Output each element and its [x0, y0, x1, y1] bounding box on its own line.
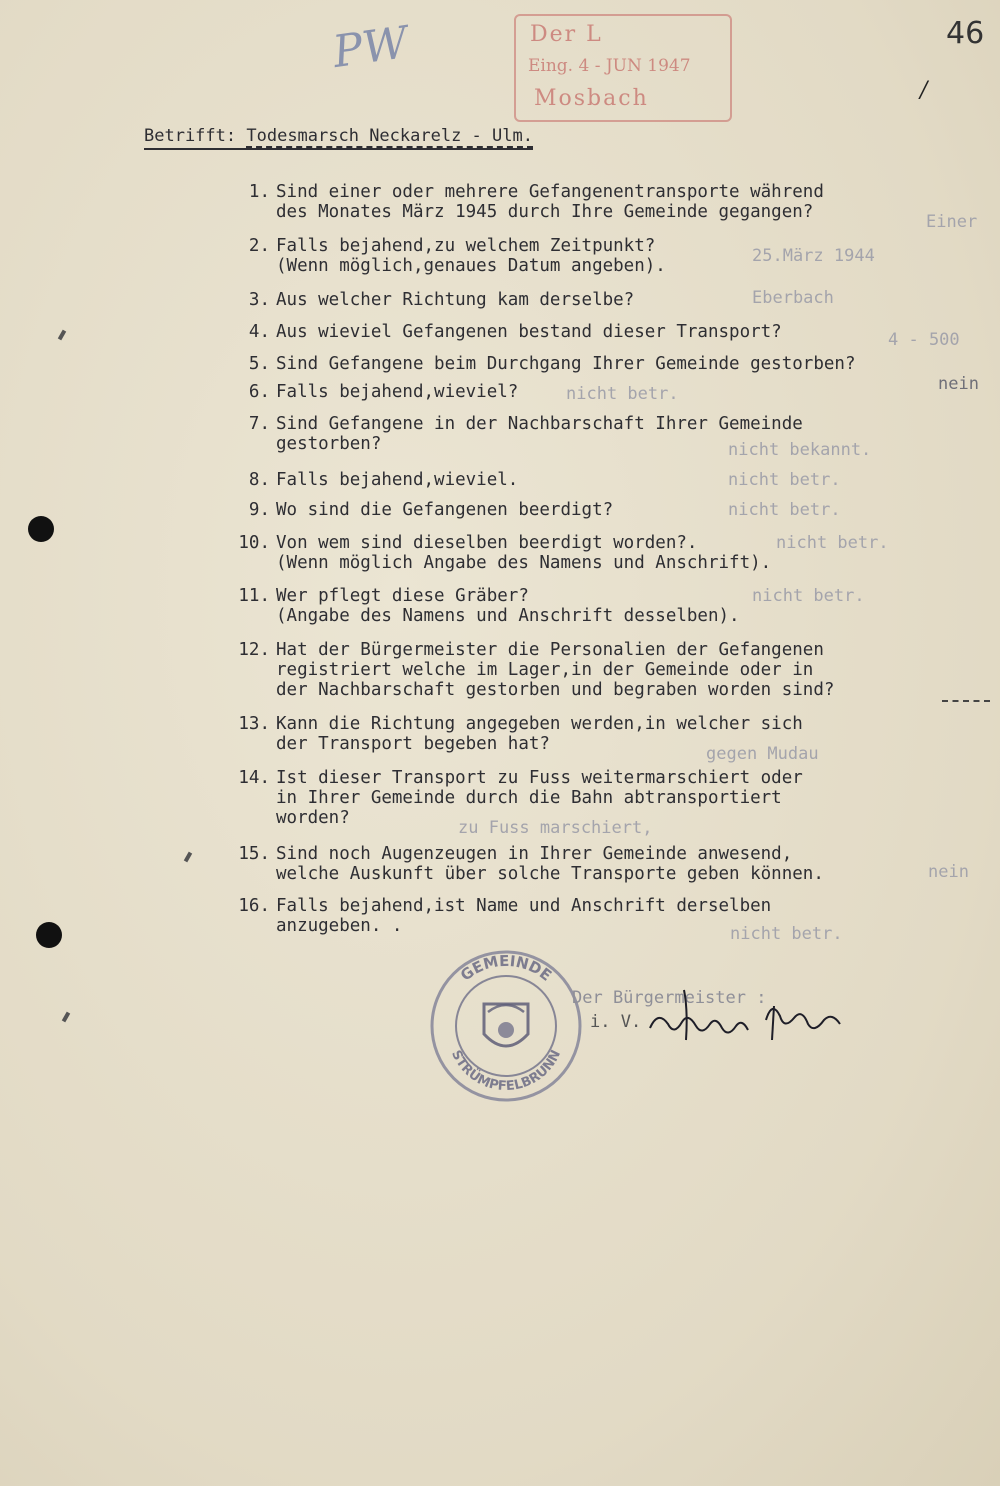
question-number: 10.	[238, 533, 270, 553]
question-text: Sind Gefangene in der Nachbarschaft Ihrer Gemeinde gestorben?	[276, 414, 803, 454]
question-7	[220, 414, 803, 454]
signature-label: Der Bürgermeister :	[572, 988, 767, 1008]
answer-5: nein	[938, 374, 979, 394]
signature-prefix: i. V.	[590, 1012, 642, 1032]
question-number: 3.	[248, 290, 270, 310]
svg-text:GEMEINDE	[457, 952, 555, 985]
answer-13: gegen Mudau	[706, 744, 819, 764]
answer-9: nicht betr.	[728, 500, 841, 520]
answer-14: zu Fuss marschiert,	[458, 818, 653, 838]
received-stamp-place: Mosbach	[534, 86, 649, 111]
question-text: Falls bejahend,zu welchem Zeitpunkt? (Wenn möglich,genaues Datum angeben).	[276, 236, 666, 276]
punch-hole-bottom	[36, 922, 62, 948]
corner-mark: /	[920, 78, 928, 103]
question-text: Aus welcher Richtung kam derselbe?	[276, 290, 635, 310]
question-16	[220, 896, 771, 936]
page-number: 46	[946, 16, 985, 51]
question-number: 8.	[248, 470, 270, 490]
question-number: 4.	[248, 322, 270, 342]
question-11	[220, 586, 740, 626]
question-12	[220, 640, 834, 700]
question-number: 14.	[238, 768, 270, 788]
municipal-seal	[426, 946, 586, 1106]
question-text: Falls bejahend,wieviel.	[276, 470, 519, 490]
handwritten-initials: PW	[329, 17, 412, 78]
question-text: Falls bejahend,wieviel?	[276, 382, 519, 402]
question-3	[220, 290, 634, 310]
answer-7: nicht bekannt.	[728, 440, 872, 460]
question-1	[220, 182, 824, 222]
question-9	[220, 500, 613, 520]
question-text: Falls bejahend,ist Name und Anschrift derselben anzugeben. .	[276, 896, 772, 936]
answer-12-dashes	[942, 700, 990, 702]
answer-11: nicht betr.	[752, 586, 865, 606]
answer-16: nicht betr.	[730, 924, 843, 944]
question-number: 13.	[238, 714, 270, 734]
answer-3: Eberbach	[752, 288, 834, 308]
question-number: 7.	[248, 414, 270, 434]
answer-1: Einer	[926, 212, 978, 232]
question-text: Hat der Bürgermeister die Personalien der Gefangenen registriert welche im Lager,in der Gemeinde oder in der Nachbarschaft gestorben und begraben worden sind?	[276, 640, 835, 700]
question-number: 2.	[248, 236, 270, 256]
question-number: 6.	[248, 382, 270, 402]
question-number: 1.	[248, 182, 270, 202]
question-text: Aus wieviel Gefangenen bestand dieser Transport?	[276, 322, 782, 342]
question-text: Kann die Richtung angegeben werden,in welcher sich der Transport begeben hat?	[276, 714, 803, 754]
answer-8: nicht betr.	[728, 470, 841, 490]
question-number: 9.	[248, 500, 270, 520]
question-6	[220, 382, 518, 402]
question-number: 5.	[248, 354, 270, 374]
answer-15: nein	[928, 862, 969, 882]
subject-label: Betrifft:	[144, 126, 237, 146]
subject-text: Todesmarsch Neckarelz - Ulm.	[246, 126, 533, 146]
answer-4: 4 - 500	[888, 330, 960, 350]
question-text: Ist dieser Transport zu Fuss weitermarschiert oder in Ihrer Gemeinde durch die Bahn abtransportiert worden?	[276, 768, 803, 828]
received-stamp-date: Eing. 4 - JUN 1947	[528, 56, 691, 76]
subject-line	[144, 126, 533, 150]
punch-hole-top	[28, 516, 54, 542]
answer-6: nicht betr.	[566, 384, 679, 404]
question-15	[220, 844, 824, 884]
question-text: Sind noch Augenzeugen in Ihrer Gemeinde anwesend, welche Auskunft über solche Transporte geben können.	[276, 844, 824, 884]
question-number: 11.	[238, 586, 270, 606]
question-text: Von wem sind dieselben beerdigt worden?. (Wenn möglich Angabe des Namens und Anschrift).	[276, 533, 772, 573]
question-text: Wer pflegt diese Gräber? (Angabe des Namens und Anschrift desselben).	[276, 586, 740, 626]
question-number: 15.	[238, 844, 270, 864]
question-text: Sind einer oder mehrere Gefangenentransporte während des Monates März 1945 durch Ihre Gemeinde gegangen?	[276, 182, 824, 222]
question-8	[220, 470, 518, 490]
question-10	[220, 533, 771, 573]
question-text: Wo sind die Gefangenen beerdigt?	[276, 500, 614, 520]
received-stamp-line1: Der L	[530, 22, 603, 47]
seal-text-bottom: STRÜMPFELBRUNN	[448, 1047, 565, 1095]
question-number: 12.	[238, 640, 270, 660]
received-stamp	[514, 14, 732, 122]
question-4	[220, 322, 782, 342]
question-number: 16.	[238, 896, 270, 916]
question-2	[220, 236, 666, 276]
question-text: Sind Gefangene beim Durchgang Ihrer Gemeinde gestorben?	[276, 354, 856, 374]
answer-2: 25.März 1944	[752, 246, 875, 266]
question-5	[220, 354, 855, 374]
answer-10: nicht betr.	[776, 533, 889, 553]
seal-text-top: GEMEINDE	[457, 951, 556, 985]
handwritten-signature	[644, 980, 854, 1050]
